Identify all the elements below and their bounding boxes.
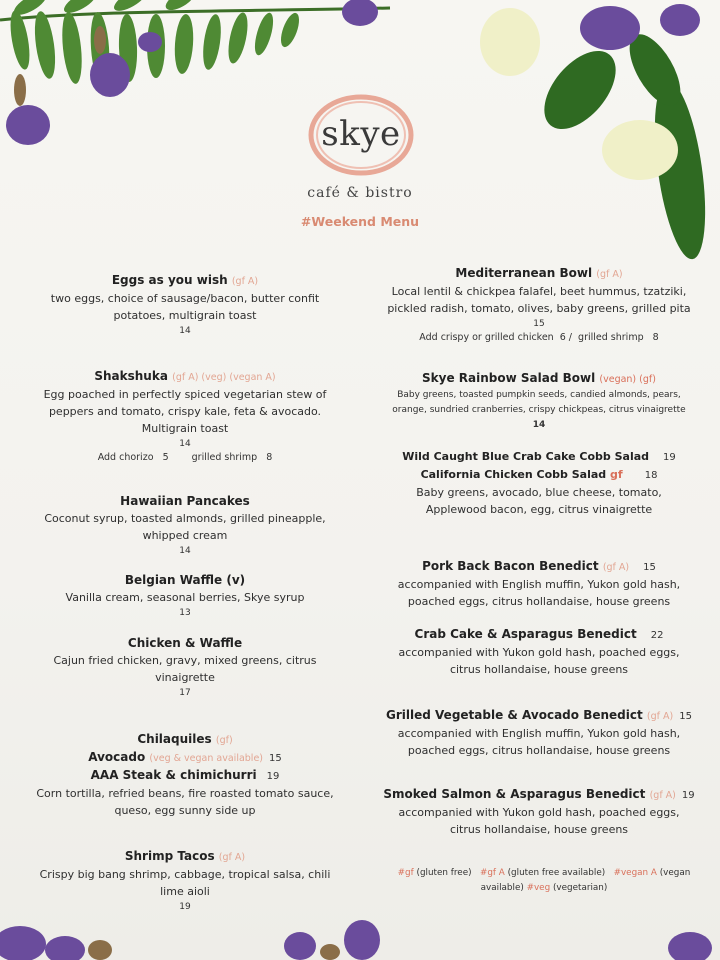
item-description: accompanied with Yukon gold hash, poached eggs,: [398, 806, 680, 819]
item-description: Egg poached in perfectly spiced vegetarian stew of: [43, 388, 327, 401]
menu-item-pork-benedict: [378, 558, 700, 610]
item-price: 13: [179, 608, 191, 618]
menu-item-hawaiian-pancakes: [30, 493, 340, 558]
item-price: 15: [533, 319, 545, 329]
item-price: 14: [179, 546, 191, 556]
item-addons: [30, 451, 340, 465]
menu-item-crab-benedict: [378, 626, 700, 678]
item-description: poached eggs, citrus hollandaise, house greens: [407, 595, 671, 608]
menu-item-eggs: [30, 272, 340, 338]
item-name: Wild Caught Blue Crab Cake Cobb Salad: [402, 450, 650, 463]
option-name: Avocado: [88, 750, 146, 764]
legend-key: #veg: [526, 883, 551, 893]
tagline: café & bistro: [307, 185, 413, 201]
item-description: pickled radish, tomato, olives, baby greens, grilled pita: [387, 302, 691, 315]
legend-text: (gluten free): [416, 868, 472, 878]
skye-logo: [305, 92, 417, 178]
diet-tag: (veg & vegan available): [149, 753, 264, 764]
item-name: Skye Rainbow Salad Bowl: [422, 371, 596, 385]
logo-text: skye: [321, 114, 401, 154]
diet-tag: (gf A): [218, 852, 246, 863]
item-price: 15: [679, 711, 692, 722]
item-name: Shakshuka: [94, 369, 168, 383]
legend-key: #gf: [397, 868, 414, 878]
item-description: Crispy big bang shrimp, cabbage, tropical salsa, chili: [39, 868, 331, 881]
item-description: Coconut syrup, toasted almonds, grilled pineapple,: [44, 512, 326, 525]
item-price: 17: [179, 688, 191, 698]
item-description: Baby greens, toasted pumpkin seeds, candied almonds, pears,: [397, 390, 681, 400]
legend-text: (vegetarian): [552, 883, 608, 893]
item-price: 18: [644, 470, 658, 481]
item-price: 22: [650, 630, 664, 641]
item-name: Shrimp Tacos: [124, 849, 215, 863]
item-price: 19: [179, 902, 191, 912]
diet-tag: (gf A): [646, 711, 674, 722]
menu-title: #Weekend Menu: [300, 214, 420, 229]
item-price: 14: [179, 439, 191, 449]
legend-text: (vegan available): [480, 868, 691, 893]
diet-tag: gf: [610, 468, 623, 481]
fern-frond: [0, 0, 390, 85]
option-price: 19: [266, 771, 280, 782]
menu-item-vegetable-benedict: [378, 707, 700, 759]
item-price: 19: [663, 452, 676, 463]
item-description: accompanied with English muffin, Yukon gold hash,: [397, 727, 681, 740]
bottom-flowers-decoration: [0, 910, 720, 960]
item-name: Hawaiian Pancakes: [120, 494, 250, 508]
item-description: peppers and tomato, crispy kale, feta & avocado.: [48, 405, 322, 418]
menu-item-salmon-benedict: [378, 786, 700, 838]
item-price: 19: [681, 790, 695, 801]
diet-tag: (gf A): [596, 269, 623, 280]
item-price: 15: [643, 562, 656, 573]
item-name: Crab Cake & Asparagus Benedict: [414, 627, 637, 641]
legend-text: (gluten free available): [507, 868, 606, 878]
item-name: Smoked Salmon & Asparagus Benedict: [383, 787, 646, 801]
addon-chorizo: Add chorizo 5: [97, 452, 169, 463]
menu-item-shakshuka: [30, 368, 340, 465]
item-description: Multigrain toast: [141, 422, 229, 435]
item-description: Cajun fried chicken, gravy, mixed greens, citrus: [53, 654, 317, 667]
addon-shrimp: grilled shrimp 8: [191, 452, 273, 463]
option-name: AAA Steak & chimichurri: [90, 768, 257, 782]
item-addons: Add crispy or grilled chicken 6 / grilled shrimp 8: [419, 332, 659, 343]
item-name: Chilaquiles: [137, 732, 212, 746]
menu-item-shrimp-tacos: [30, 848, 340, 914]
item-description: two eggs, choice of sausage/bacon, butter confit: [50, 292, 320, 305]
option-price: 15: [269, 753, 282, 764]
item-name: Belgian Waffle (v): [124, 573, 246, 587]
legend-key: #vegan A: [613, 868, 657, 878]
flower-decoration: [470, 0, 720, 270]
item-description: potatoes, multigrain toast: [113, 309, 257, 322]
item-description: accompanied with English muffin, Yukon gold hash,: [397, 578, 681, 591]
item-price: 14: [532, 420, 546, 430]
item-description: whipped cream: [142, 529, 228, 542]
diet-tag: (vegan) (gf): [599, 374, 656, 385]
item-name: Grilled Vegetable & Avocado Benedict: [386, 708, 643, 722]
item-description: lime aioli: [160, 885, 210, 898]
item-description: Local lentil & chickpea falafel, beet hummus, tzatziki,: [391, 285, 687, 298]
item-name: Eggs as you wish: [111, 273, 228, 287]
item-description: accompanied with Yukon gold hash, poached eggs,: [398, 646, 680, 659]
legend-key: #gf A: [479, 868, 505, 878]
item-description: Corn tortilla, refried beans, fire roasted tomato sauce,: [36, 787, 334, 800]
diet-tag: (gf A): [649, 790, 676, 801]
menu-item-rainbow-salad: [378, 370, 700, 432]
diet-tag: (gf): [215, 735, 233, 746]
menu-item-mediterranean-bowl: [378, 265, 700, 345]
item-description: vinaigrette: [155, 671, 215, 684]
diet-tag: (gf A): [231, 276, 259, 287]
item-description: citrus hollandaise, house greens: [449, 663, 629, 676]
item-price: 14: [179, 326, 191, 336]
item-description: queso, egg sunny side up: [114, 804, 256, 817]
item-description: poached eggs, citrus hollandaise, house greens: [407, 744, 671, 757]
menu-item-belgian-waffle: [30, 572, 340, 620]
item-description: orange, sundried cranberries, crispy chickpeas, citrus vinaigrette: [392, 405, 686, 415]
item-description: Applewood bacon, egg, citrus vinaigrette: [425, 503, 653, 516]
item-description: Vanilla cream, seasonal berries, Skye syrup: [65, 591, 305, 604]
item-name: California Chicken Cobb Salad: [420, 468, 607, 481]
item-name: Pork Back Bacon Benedict: [422, 559, 599, 573]
diet-tag: (gf A) (veg) (vegan A): [172, 372, 276, 383]
item-description: Baby greens, avocado, blue cheese, tomato,: [416, 486, 662, 499]
item-name: Chicken & Waffle: [127, 636, 243, 650]
item-description: citrus hollandaise, house greens: [449, 823, 629, 836]
diet-legend: [384, 866, 704, 896]
item-name: Mediterranean Bowl: [455, 266, 593, 280]
menu-item-chicken-waffle: [30, 635, 340, 700]
menu-item-cobb-salads: [378, 448, 700, 518]
diet-tag: (gf A): [602, 562, 630, 573]
menu-item-chilaquiles: [30, 731, 340, 819]
